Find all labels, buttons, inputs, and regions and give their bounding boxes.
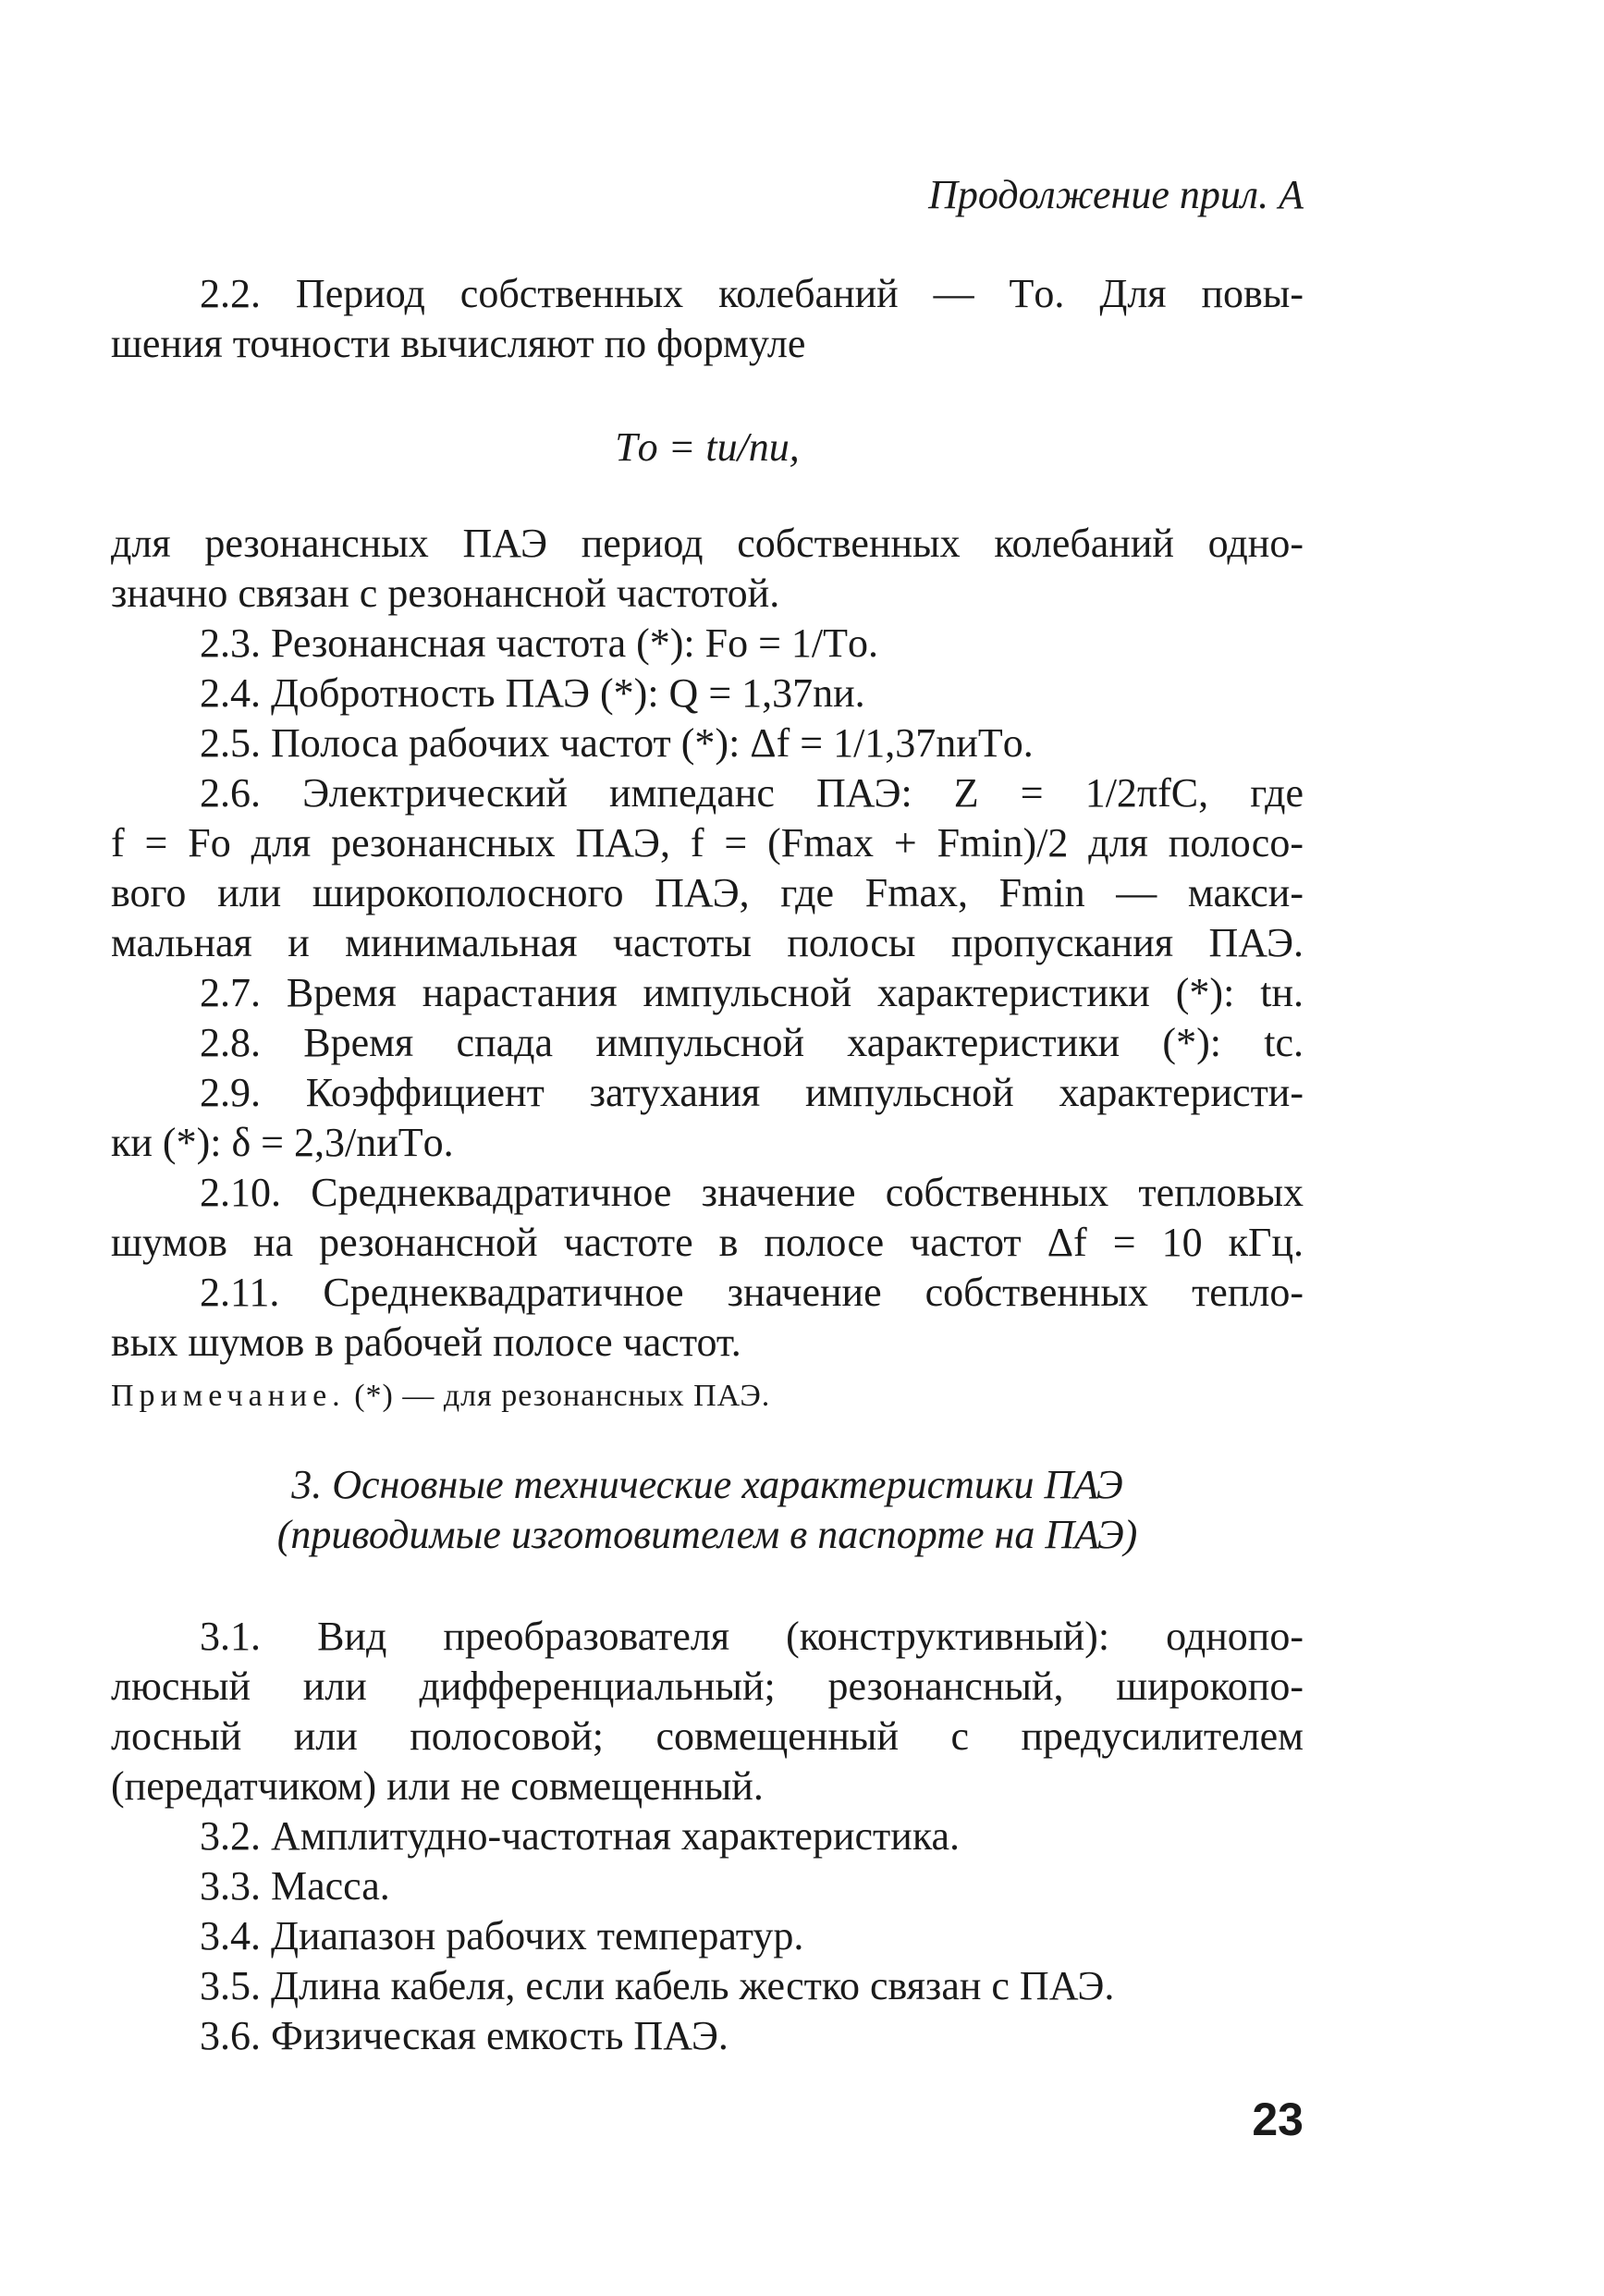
paragraph-line: ки (*): δ = 2,3/nиTо.	[111, 1120, 454, 1165]
section-heading: 3. Основные технические характеристики ПАЭ	[291, 1462, 1123, 1507]
page-number: 23	[1252, 2093, 1304, 2145]
paragraph-line: 3.5. Длина кабеля, если кабель жестко связан с ПАЭ.	[200, 1963, 1115, 2008]
paragraph-line: 2.8. Время спада импульсной характеристики (*): tс.	[200, 1020, 1304, 1065]
paragraph-line: 2.9. Коэффициент затухания импульсной характеристи-	[200, 1070, 1304, 1115]
paragraph-line: шумов на резонансной частоте в полосе частот Δf = 10 кГц.	[111, 1220, 1304, 1265]
note-text: (*) — для резонансных ПАЭ.	[354, 1379, 771, 1413]
paragraph-line: 3.3. Масса.	[200, 1863, 390, 1909]
paragraph-line: значно связан с резонансной частотой.	[111, 571, 780, 616]
paragraph-line: мальная и минимальная частоты полосы пропускания ПАЭ.	[111, 920, 1304, 965]
paragraph-line: 3.6. Физическая емкость ПАЭ.	[200, 2013, 729, 2058]
section-heading: (приводимые изготовителем в паспорте на ПАЭ)	[276, 1512, 1138, 1557]
paragraph-line: 2.5. Полоса рабочих частот (*): Δf = 1/1,37nиTо.	[200, 720, 1034, 766]
paragraph-line: шения точности вычисляют по формуле	[111, 321, 806, 366]
running-header: Продолжение прил. А	[928, 172, 1304, 217]
note-label: Примечание.	[111, 1379, 346, 1413]
note	[111, 1372, 1304, 1420]
paragraph-line: 2.10. Среднеквадратичное значение собственных тепловых	[200, 1170, 1304, 1215]
paragraph-line: 3.2. Амплитудно-частотная характеристика.	[200, 1813, 961, 1859]
formula: Tо = tи/nи,	[615, 424, 800, 470]
paragraph-line: для резонансных ПАЭ период собственных колебаний одно-	[111, 521, 1304, 566]
paragraph-line: 3.4. Диапазон рабочих температур.	[200, 1913, 804, 1958]
paragraph-line: (передатчиком) или не совмещенный.	[111, 1763, 764, 1809]
paragraph-line: 2.11. Среднеквадратичное значение собственных тепло-	[200, 1270, 1304, 1315]
paragraph-line: лосный или полосовой; совмещенный с предусилителем	[111, 1713, 1304, 1759]
paragraph-line: 2.2. Период собственных колебаний — Tо. Для повы-	[200, 271, 1304, 316]
paragraph-line: 2.6. Электрический импеданс ПАЭ: Z = 1/2πfC, где	[200, 770, 1304, 816]
paragraph-line: 2.4. Добротность ПАЭ (*): Q = 1,37nи.	[200, 670, 865, 716]
paragraph-line: 2.7. Время нарастания импульсной характеристики (*): tн.	[200, 970, 1304, 1015]
paragraph-line: 3.1. Вид преобразователя (конструктивный): однопо-	[200, 1614, 1304, 1659]
paragraph-line: f = Fо для резонансных ПАЭ, f = (Fmax + Fmin)/2 для полосо-	[111, 820, 1304, 866]
paragraph-line: вых шумов в рабочей полосе частот.	[111, 1320, 741, 1365]
paragraph-line: вого или широкополосного ПАЭ, где Fmax, Fmin — макси-	[111, 870, 1304, 915]
paragraph-line: 2.3. Резонансная частота (*): Fо = 1/Tо.	[200, 620, 879, 666]
paragraph-line: люсный или дифференциальный; резонансный, широкопо-	[111, 1664, 1304, 1709]
